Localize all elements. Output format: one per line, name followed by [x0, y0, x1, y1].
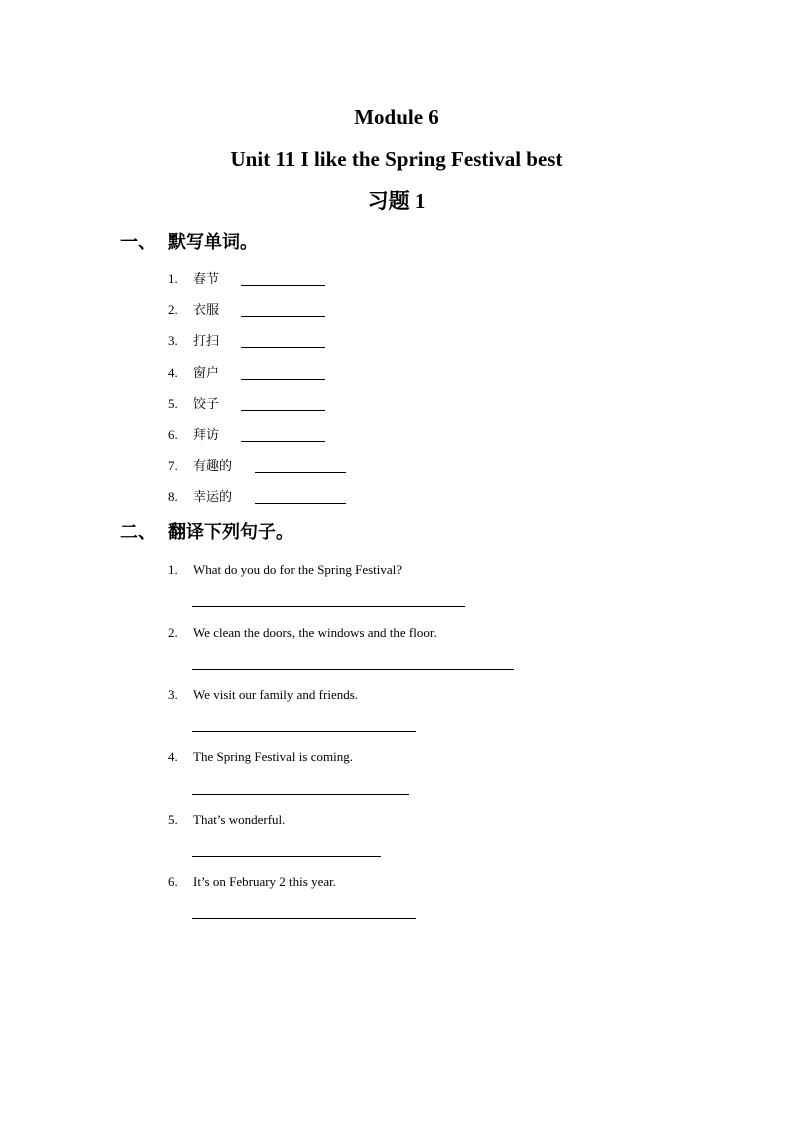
sentence-item-number: 5.	[168, 812, 178, 827]
vocab-item-word: 春节	[193, 271, 220, 286]
translation-answer-line[interactable]	[192, 856, 381, 857]
sentence-text: That’s wonderful.	[193, 812, 286, 827]
translation-answer-line[interactable]	[192, 669, 514, 670]
sentence-item-number: 2.	[168, 625, 178, 640]
sentence-item-number: 1.	[168, 562, 178, 577]
answer-blank[interactable]	[241, 316, 325, 317]
section-1-title: 默写单词。	[168, 232, 258, 252]
translation-answer-line[interactable]	[192, 794, 409, 795]
vocab-item-number: 5.	[168, 396, 178, 411]
answer-blank[interactable]	[241, 441, 325, 442]
translation-answer-line[interactable]	[192, 918, 416, 919]
vocab-item-number: 4.	[168, 365, 178, 380]
answer-blank[interactable]	[241, 347, 325, 348]
vocab-item-number: 8.	[168, 489, 178, 504]
answer-blank[interactable]	[241, 410, 325, 411]
vocab-item-number: 7.	[168, 458, 178, 473]
sentence-text: We clean the doors, the windows and the floor.	[193, 625, 437, 640]
vocab-item-word: 幸运的	[193, 489, 233, 504]
section-2-number: 二、	[120, 522, 156, 542]
vocab-item-word: 饺子	[193, 396, 220, 411]
vocab-item-number: 3.	[168, 333, 178, 348]
vocab-item-word: 拜访	[193, 427, 220, 442]
section-2-heading	[120, 520, 294, 544]
answer-blank[interactable]	[255, 472, 346, 473]
sentence-text: We visit our family and friends.	[193, 687, 359, 702]
vocab-item-word: 衣服	[193, 302, 220, 317]
section-1-heading	[120, 230, 258, 254]
vocab-item-word: 有趣的	[193, 458, 233, 473]
sentence-text: It’s on February 2 this year.	[193, 874, 336, 889]
module-title: Module 6	[354, 105, 439, 129]
translation-answer-line[interactable]	[192, 731, 416, 732]
sentence-item-number: 3.	[168, 687, 178, 702]
section-1-number: 一、	[120, 232, 156, 252]
answer-blank[interactable]	[255, 503, 346, 504]
vocab-item-number: 2.	[168, 302, 178, 317]
answer-blank[interactable]	[241, 379, 325, 380]
sentence-item-number: 4.	[168, 749, 178, 764]
sentence-text: The Spring Festival is coming.	[193, 749, 353, 764]
vocab-item-number: 1.	[168, 271, 178, 286]
vocab-item-word: 打扫	[193, 333, 220, 348]
translation-answer-line[interactable]	[192, 606, 465, 607]
sentence-text: What do you do for the Spring Festival?	[193, 562, 403, 577]
section-2-title: 翻译下列句子。	[168, 522, 294, 542]
sentence-item-number: 6.	[168, 874, 178, 889]
exercise-title: 习题 1	[367, 189, 426, 213]
answer-blank[interactable]	[241, 285, 325, 286]
vocab-item-number: 6.	[168, 427, 178, 442]
vocab-item-word: 窗户	[193, 365, 220, 380]
unit-title: Unit 11 I like the Spring Festival best	[230, 147, 563, 171]
